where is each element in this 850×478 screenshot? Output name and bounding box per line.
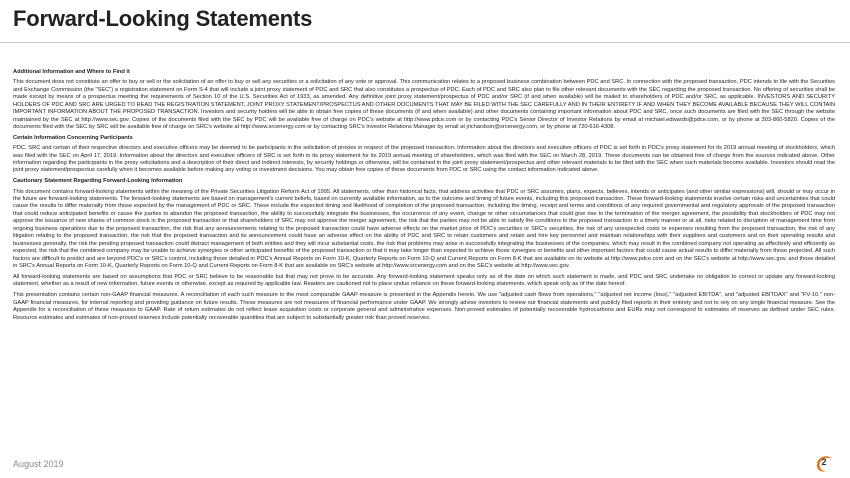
- section-paragraph: PDC, SRC and certain of their respective directors and executive officers may be deemed to be participants in the solicitation of proxies in respect of the proposed transaction. Information about the directors and executive officers of PDC is set forth in PDC's proxy statement for its 2019 annual meeting of stockholders, which was filed with the SEC on April 17, 2019. Information about the directors and executive officers of SRC is set forth in its proxy statement for its 2019 annual meeting of shareholders, which was filed with the SEC on March 28, 2019. These documents can be obtained free of charge from the sources indicated above. Other information regarding the participants in the proxy solicitations and a description of their direct and indirect interests, by security holdings or otherwise, will be contained in the joint proxy statement/prospectus and other relevant materials to be filed with the SEC when such materials become available. Investors should read the joint proxy statement/prospectus carefully when it becomes available before making any voting or investment decisions. You may obtain free copies of these documents from PDC or SRC using the contact information indicated above.: [13, 145, 835, 174]
- section-paragraph: This document contains forward-looking statements within the meaning of the Private Securities Litigation Reform Act of 1995. All statements, other than historical facts, that address activities that PDC or SRC assumes, plans, expects, believes, intends or anticipates (and other similar expressions) will, should or may occur in the future are forward-looking statements. The forward-looking statements are based on management's current beliefs, based on currently available information, as to the outcome and timing of future events, including this proposed transaction. These forward-looking statements involve certain risks and uncertainties that could cause the results to differ materially from those expected by the management of PDC or SRC. These include the expected timing and likelihood of completion of the proposed transaction, including the timing, receipt and terms and conditions of any required governmental and regulatory approvals of the proposed transaction that could reduce anticipated benefits or cause the parties to abandon the proposed transaction, the ability to successfully integrate the businesses, the occurrence of any event, change or other circumstances that could give rise to the termination of the merger agreement, the possibility that stockholders of PDC may not approve the issuance of new shares of common stock in the proposed transaction or that shareholders of SRC may not approve the merger agreement, the risk that the parties may not be able to satisfy the conditions to the proposed transaction in a timely manner or at all, risks related to disruption of management time from ongoing business operations due to the proposed transaction, the risk that any announcements relating to the proposed transaction could have adverse effects on the market price of PDC's securities or SRC's securities, the risk of any unexpected costs or expenses resulting from the proposed transaction, the risk of any litigation relating to the proposed transaction, the risk that the proposed transaction and its announcement could have an adverse effect on the ability of PDC and SRC to retain customers and retain and hire key personnel and maintain relationships with their suppliers and customers and on their operating results and businesses generally, the risk the pending proposed transaction could distract management of both entities and they will incur substantial costs, the risk that problems may arise in successfully integrating the businesses of the companies, which may result in the combined company not operating as effectively and efficiently as expected, the risk that the combined company may be unable to achieve synergies or other anticipated benefits of the proposed transaction or that it may take longer than expected to achieve those synergies or benefits and other important factors that could cause actual results to differ materially from those projected. All such factors are difficult to predict and are beyond PDC's or SRC's control, including those detailed in PDC's Annual Reports on Form 10-K, Quarterly Reports on Form 10-Q and Current Reports on Form 8-K that are available on its website at http://www.pdce.com and on the SEC's website at http://www.sec.gov, and those detailed in SRC's Annual Reports on Form 10-K, Quarterly Reports on Form 10-Q and Current Reports on Form 8-K that are available on SRC's website at http://www.srcenergy.com and on the SEC's website at http://www.sec.gov.: [13, 188, 835, 270]
- page-number-badge: [814, 453, 834, 473]
- section-paragraph: This presentation contains certain non-GAAP financial measures. A reconciliation of each such measure to the most comparable GAAP measure is presented in the Appendix hereto. We use "adjusted cash flows from operations," "adjusted net income (loss)," "adjusted EBITDA", and "adjusted EBITDAX" and "FV-10," non-GAAP financial measures, for internal reporting and providing guidance on future results. These measures are not measures of financial performance under GAAP. We strongly advise investors to review our financial statements and publicly filed reports in their entirety and not to rely on any single financial measure. See the Appendix for a reconciliation of these measures to GAAP. Rate of return estimates do not reflect lease acquisition costs or corporate general and administrative expenses. Non-proved estimates of potentially recoverable hydrocarbons and EURs may not correspond to estimates of reserves as defined under SEC rules. Resource estimates and estimates of non-proved reserves include potentially recoverable quantities that are subject to substantially greater risk than proved reserves.: [13, 292, 835, 321]
- section-paragraph: This document does not constitute an offer to buy or sell or the solicitation of an offer to buy or sell any securities or a solicitation of any vote or approval. This communication relates to a proposed business combination between PDC and SRC. In connection with the proposed transaction, PDC intends to file with the Securities and Exchange Commission (the "SEC") a registration statement on Form S-4 that will include a joint proxy statement of PDC and SRC that also constitutes a prospectus of PDC. Each of PDC and SRC also plan to file other relevant documents with the SEC regarding the proposed transaction. No offering of securities shall be made except by means of a prospectus meeting the requirements of Section 10 of the U.S. Securities Act of 1933, as amended. Any definitive joint proxy statement/prospectus of PDC and/or SRC (if and when available) will be mailed to shareholders of PDC and/or SRC, as applicable. INVESTORS AND SECURITY HOLDERS OF PDC AND SRC ARE URGED TO READ THE REGISTRATION STATEMENT, JOINT PROXY STATEMENT/PROSPECTUS AND OTHER DOCUMENTS THAT MAY BE FILED WITH THE SEC CAREFULLY AND IN THEIR ENTIRETY IF AND WHEN THEY BECOME AVAILABLE BECAUSE THEY WILL CONTAIN IMPORTANT INFORMATION ABOUT THE PROPOSED TRANSACTION. Investors and security holders will be able to obtain free copies of these documents (if and when available) and other documents containing important information about PDC and SRC, once such documents are filed with the SEC through the website maintained by the SEC at http://www.sec.gov. Copies of the documents filed with the SEC by PDC will be available free of charge on PDC's website at http://www.pdce.com or by contacting PDC's Senior Director of Investor Relations by email at michael.edwards@pdce.com, or by phone at 303-860-5820. Copies of the documents filed with the SEC by SRC will be available free of charge on SRC's website at http://www.srcenergy.com or by contacting SRC's Investor Relations Manager by email at jrichardson@srcenergy.com, or by phone at 720-616-4308.: [13, 79, 835, 130]
- page-title: Forward-Looking Statements: [13, 6, 313, 31]
- disclaimer-body: [13, 69, 835, 325]
- section-heading-additional-info: Additional Information and Where to Find it: [13, 69, 130, 75]
- section-heading-participants: Certain Information Concerning Participants: [13, 134, 133, 141]
- footer-date: August 2019: [13, 459, 64, 469]
- page-number: 2: [821, 457, 827, 467]
- title-divider: [0, 42, 850, 43]
- section-heading-cautionary: Cautionary Statement Regarding Forward-Looking Information: [13, 178, 183, 185]
- section-paragraph: All forward-looking statements are based on assumptions that PDC or SRC believe to be reasonable but that may not prove to be accurate. Any forward-looking statement speaks only as of the date on which such statement is made, and PDC and SRC undertake no obligation to correct or update any forward-looking statement, whether as a result of new information, future events or otherwise, except as required by applicable law. Readers are cautioned not to place undue reliance on these forward-looking statements, which speak only as of the date hereof.: [13, 273, 835, 288]
